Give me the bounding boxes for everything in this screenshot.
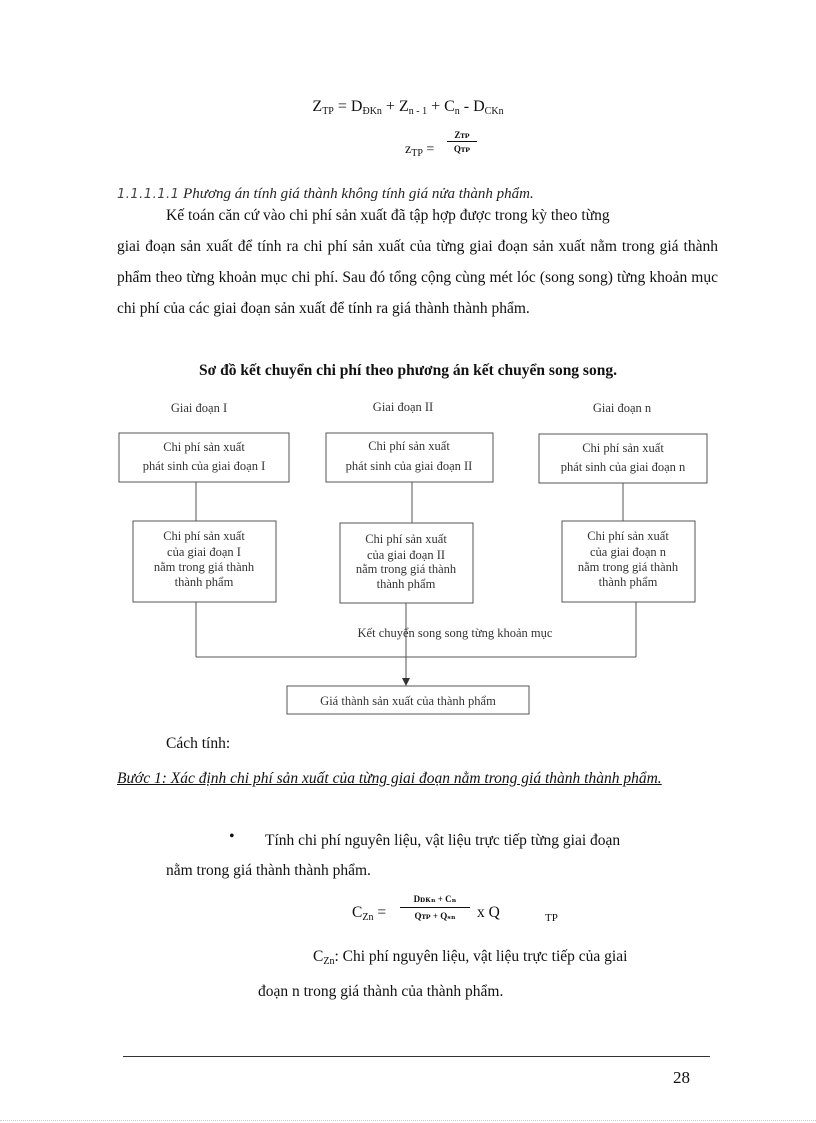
box-text: Chi phí sản xuất: [368, 439, 450, 453]
box-text: Chi phí sản xuất: [582, 441, 664, 455]
arrow-down-icon: [402, 678, 410, 686]
result-text: Giá thành sản xuất của thành phẩm: [320, 694, 496, 708]
box-text: phát sinh của giai đoạn I: [142, 459, 266, 473]
box-text: phát sinh của giai đoạn II: [345, 459, 473, 473]
transfer-label: Kết chuyển song song từng khoản mục: [357, 626, 553, 640]
section-heading: 1.1.1.1.1 Phương án tính giá thành không tính giá nửa thành phẩm.: [117, 186, 534, 202]
box-text: của giai đoạn n: [589, 545, 667, 559]
method-label: Cách tính:: [166, 735, 231, 752]
box-text: Chi phí sản xuất: [163, 440, 245, 454]
box-text: thành phẩm: [174, 575, 234, 589]
formula-total-cost: $Z_{TP} = D_{ĐKn} + Z_{n - 1} + C_n - D_{CKn}$: [312, 98, 504, 117]
diagram-title: Sơ đồ kết chuyển chi phí theo phương án kết chuyển song song.: [199, 362, 617, 379]
box-text: phát sinh của giai đoạn n: [560, 460, 686, 474]
box-text: nằm trong giá thành: [577, 560, 679, 574]
step-1-heading: Bước 1: Xác định chi phí sản xuất của từng giai đoạn nằm trong giá thành thành phẩm.: [117, 770, 662, 787]
footer-rule: [123, 1056, 710, 1057]
flow-diagram: [0, 390, 816, 730]
page-edge: [0, 1120, 816, 1121]
stage-label: Giai đoạn II: [372, 400, 434, 414]
box-text: thành phẩm: [376, 577, 436, 591]
box-text: Chi phí sản xuất: [163, 529, 245, 543]
box-text: của giai đoạn I: [167, 545, 241, 559]
box-text: Chi phí sản xuất: [587, 529, 669, 543]
body-paragraph: Kế toán căn cứ vào chi phí sản xuất đã tập hợp được trong kỳ theo từng giai đoạn sản xuất để tính ra chi phí sản xuất của từng giai đoạn sản xuất nằm trong giá thành phẩm theo từng khoản mục chi phí. Sau đó tổng cộng cùng mét lóc (song song) từng khoản mục chi phí của các giai đoạn sản xuất để tính ra giá thành thành phẩm.: [117, 207, 718, 317]
stage-label: Giai đoạn I: [170, 401, 228, 415]
fraction: Dᴅᴋₙ + Cₙ Qᴛᴘ + Qₛₙ: [400, 894, 470, 922]
fraction: Zᴛᴘ Qᴛᴘ: [447, 130, 477, 154]
box-text: Chi phí sản xuất: [365, 532, 447, 546]
bullet-text: Tính chi phí nguyên liệu, vật liệu trực tiếp từng giai đoạn nằm trong giá thành thành phẩm.: [166, 832, 621, 879]
box-text: nằm trong giá thành: [355, 562, 457, 576]
stage-label: Giai đoạn n: [592, 401, 652, 415]
bullet-icon: •: [229, 828, 235, 845]
symbol-definition: $C_{Zn}$: Chi phí nguyên liệu, vật liệu trực tiếp của giai đoạn n trong giá thành của thành phẩm.: [258, 948, 628, 1000]
box-text: nằm trong giá thành: [153, 560, 255, 574]
page-number: 28: [673, 1068, 690, 1087]
box-text: của giai đoạn II: [366, 548, 446, 562]
box-text: thành phẩm: [598, 575, 658, 589]
